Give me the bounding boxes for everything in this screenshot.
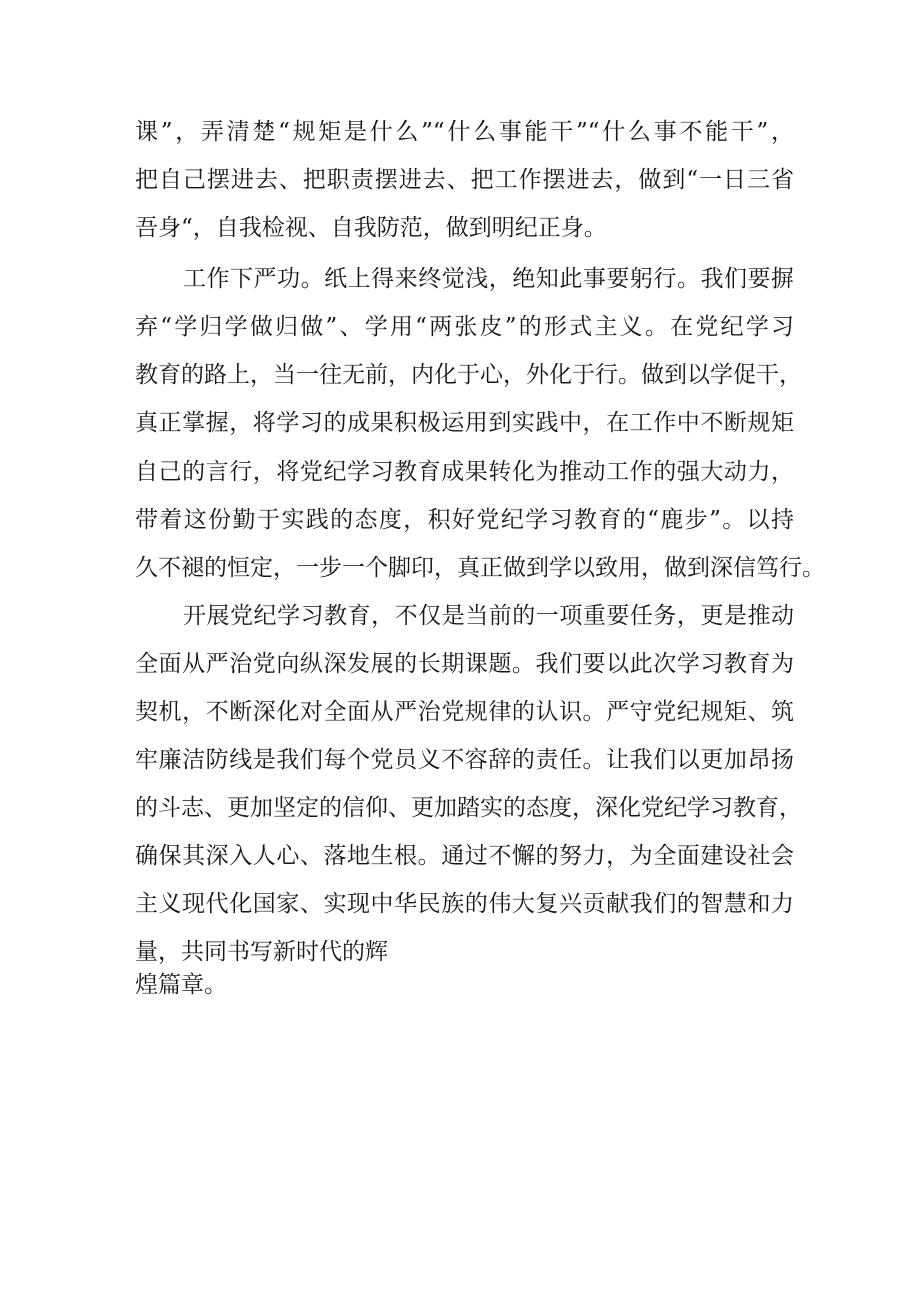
paragraph-3-line-7: 主义现代化国家、实现中华民族的伟大复兴贡献我们的智慧和力 [135, 891, 794, 917]
paragraph-3-line-6: 确保其深入人心、落地生根。通过不懈的努力，为全面建设社会 [135, 843, 794, 869]
paragraph-3-line-4: 牢廉洁防线是我们每个党员义不容辞的责任。让我们以更加昂扬 [135, 747, 794, 773]
paragraph-2-line-6: 带着这份勤于实践的态度，积好党纪学习教育的“鹿步”。以持 [135, 507, 794, 533]
paragraph-2-line-5: 自己的言行，将党纪学习教育成果转化为推动工作的强大动力， [135, 459, 794, 485]
paragraph-1-line-3: 吾身“，自我检视、自我防范，做到明纪正身。 [135, 215, 607, 241]
paragraph-3-line-8: 量，共同书写新时代的辉 [135, 939, 388, 965]
paragraph-3-line-3: 契机，不断深化对全面从严治党规律的认识。严守党纪规矩、筑 [135, 699, 794, 725]
paragraph-3-line-2: 全面从严治党向纵深发展的长期课题。我们要以此次学习教育为 [135, 651, 794, 677]
paragraph-3-line-1: 开展党纪学习教育，不仅是当前的一项重要任务，更是推动 [183, 603, 794, 629]
paragraph-2-line-4: 真正掌握，将学习的成果积极运用到实践中，在工作中不断规矩 [135, 410, 794, 436]
paragraph-1-line-1: 课”，弄清楚“规矩是什么”“什么事能干”“什么事不能干”， [135, 119, 794, 145]
paragraph-2-line-7: 久不褪的恒定，一步一个脚印，真正做到学以致用，做到深信笃行。 [135, 555, 825, 581]
paragraph-2-line-2: 弃“学归学做归做”、学用“两张皮”的形式主义。在党纪学习 [135, 314, 794, 340]
paragraph-3-line-5: 的斗志、更加坚定的信仰、更加踏实的态度，深化党纪学习教育， [135, 795, 802, 821]
paragraph-2-line-1: 工作下严功。纸上得来终觉浅，绝知此事要躬行。我们要摒 [183, 266, 794, 292]
paragraph-2-line-3: 教育的路上，当一往无前，内化于心，外化于行。做到以学促干， [135, 362, 802, 388]
paragraph-3-line-9: 煌篇章。 [135, 972, 227, 998]
paragraph-1-line-2: 把自己摆进去、把职责摆进去、把工作摆进去，做到“一日三省 [135, 167, 794, 193]
